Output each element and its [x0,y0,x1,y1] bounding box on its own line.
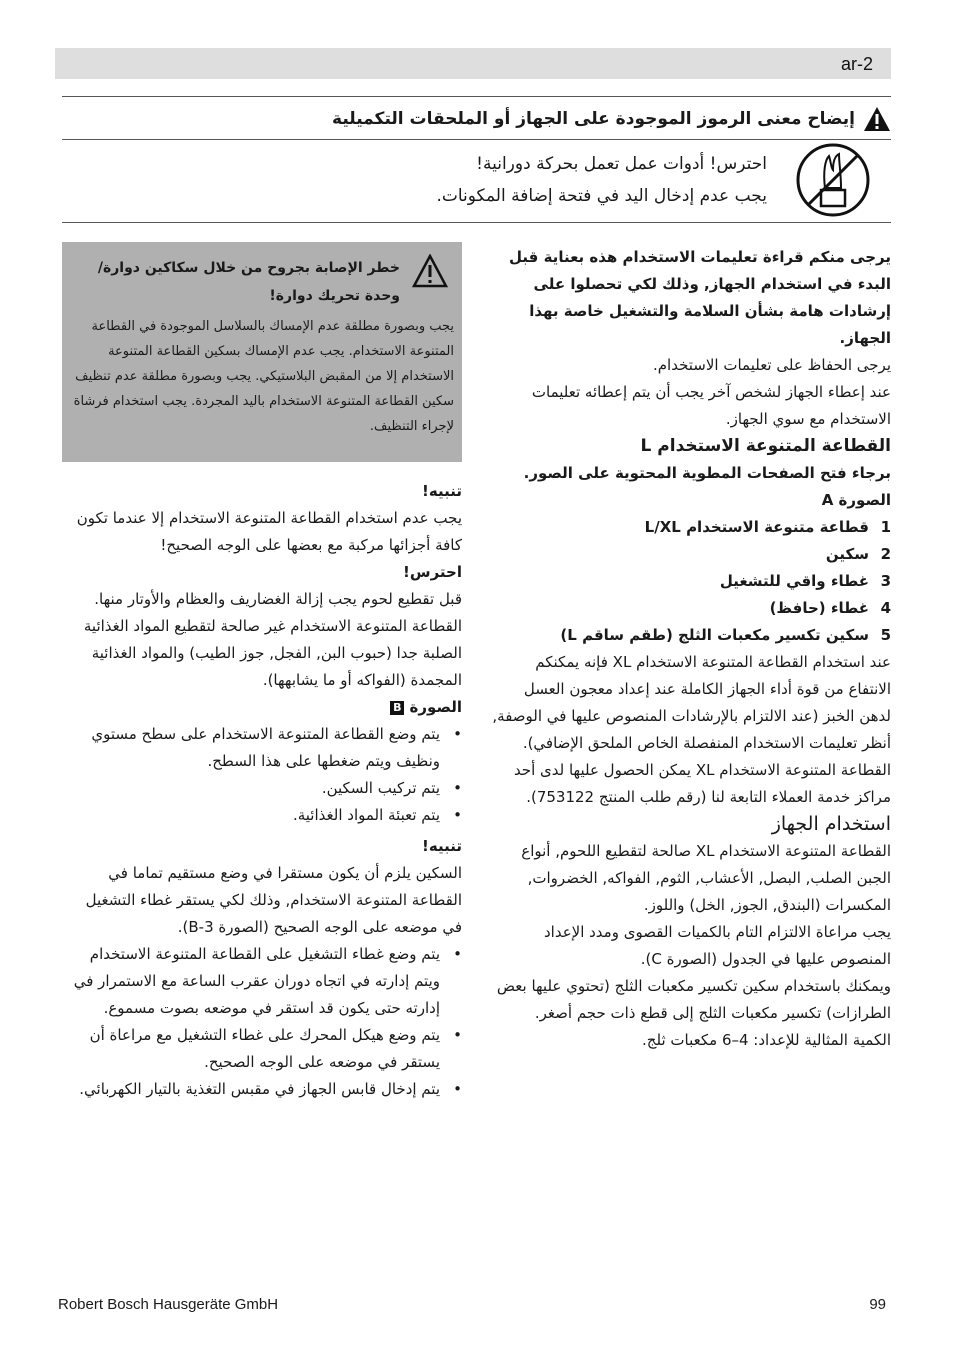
footer-company: Robert Bosch Hausgeräte GmbH [58,1296,279,1313]
steps-list-2 [62,941,462,1103]
xl-order-text: القطاعة المتنوعة الاستخدام XL يمكن الحصول عليها لدى أحد مراكز خدمة العملاء التابعة لنا (رقم طلب المنتج 753122). [513,761,891,806]
list-item: • يتم إدخال قابس الجهاز في مقبس التغذية بالتيار الكهربائي. [62,1076,440,1103]
footer-page-number: 99 [869,1296,886,1313]
intro-text: يرجى منكم قراءة تعليمات الاستخدام هذه بعناية قبل البدء في استخدام الجهاز, وذلك لكي تحصلوا على إرشادات هامة بشأن السلامة والتشغيل خاصة بهذا الجهاز. [509,248,891,347]
ice-crusher-text: ويمكنك باستخدام سكين تكسير مكعبات الثلج (تحتوي عليها بعض الطرازات) تكسير مكعبات الثلج إلى قطع ذات حجم أصغر. الكمية المثالية للإعداد: 4–6 مكعبات ثلج. [496,977,891,1049]
danger-box [62,242,462,462]
xl-note-text: عند استخدام القطاعة المتنوعة الاستخدام XL فإنه يمكنكم الانتفاع من قوة أداء الجهاز الكاملة عند إعداد معجون العسل لدهن الخبز (عند الالتزام بالإرشادات المنصوص عليها في الوصفة, أنظر تعليمات الاستخدام المنفصلة الخاص الملحق الإضافي). [492,653,891,752]
parts-list-item: 3 غطاء واقي للتشغيل [719,572,891,590]
parts-list-item: 1 قطاعة متنوعة الاستخدام L/XL [644,518,891,536]
right-column [492,244,891,1054]
note-2-title: تنبيه! [422,837,462,855]
symbols-heading [62,100,891,138]
caution-text-2: القطاعة المتنوعة الاستخدام غير صالحة لتقطيع المواد الغذائية الصلبة جدا (حبوب البن, الفجل, جوز الطيب) والمواد الغذائية المجمدة (الفواكه أو ما يشابهها). [83,617,462,689]
caution-text-1: قبل تقطيع لحوم يجب إزالة الغضاريف والعظام والأوتار منها. [94,590,462,608]
list-item: • يتم وضع هيكل المحرك على غطاء التشغيل مع مراعاة أن يستقر في موضعه على الوجه الصحيح. [62,1022,440,1076]
fold-out-text: برجاء فتح الصفحات المطوية المحتوية على الصور. [523,464,891,482]
figure-b-label: الصورة B [62,694,462,721]
note-1-title: تنبيه! [422,482,462,500]
caution-line-1: احترس! أدوات عمل تعمل بحركة دورانية! [476,154,767,174]
keep-instructions-text: يرجى الحفاظ على تعليمات الاستخدام. [652,356,891,374]
caution-text [207,148,767,212]
note-2-text: السكين يلزم أن يكون مستقرا في وضع مستقيم تماما في القطاعة المتنوعة الاستخدام, وذلك لكي يستقر غطاء التشغيل في موضعه على الوجه الصحيح (الصورة 3-B). [85,864,462,936]
divider-top [62,96,891,97]
parts-list-item: 4 غطاء (حافظ) [769,599,891,617]
handover-text: عند إعطاء الجهاز لشخص آخر يجب أن يتم إعطائه تعليمات الاستخدام مع سوي الجهاز. [531,383,891,428]
list-item: • يتم وضع القطاعة المتنوعة الاستخدام على سطح مستوي ونظيف ويتم ضغطها على هذا السطح. [62,721,440,775]
danger-title: خطر الإصابة بجروح من خلال سكاكين دوارة/وحدة تحريك دوارة! [97,260,400,304]
section-title-use: استخدام الجهاز [771,813,891,835]
divider-3 [62,222,891,223]
list-item: • يتم تركيب السكين. [62,775,440,802]
steps-list-1 [62,721,462,829]
warning-triangle-icon [412,254,448,288]
page-header-bar [55,48,891,79]
left-column [62,478,462,1103]
page-label: ar-2 [840,54,873,74]
list-item: • يتم وضع غطاء التشغيل على القطاعة المتنوعة الاستخدام ويتم إدارته في اتجاه دوران عقرب الساعة مع الاستمرار في إدارته حتى يكون قد استقر في موضعه بصوت مسموع. [62,941,440,1022]
caution-line-2: يجب عدم إدخال اليد في فتحة إضافة المكونات. [436,186,767,206]
quantities-text: يجب مراعاة الالتزام التام بالكميات القصوى ومدد الإعداد المنصوص عليها في الجدول (الصورة C). [543,923,891,968]
warning-triangle-icon [863,106,891,132]
parts-list-item: 5 سكين تكسير مكعبات الثلج (طقم ساقم L) [560,626,891,644]
note-1-text: يجب عدم استخدام القطاعة المتنوعة الاستخدام إلا عندما تكون كافة أجزائها مركبة مع بعضها على الوجه الصحيح! [76,509,462,554]
use-text: القطاعة المتنوعة الاستخدام XL صالحة لتقطيع اللحوم, أنواع الجبن الصلب, البصل, الأعشاب, الثوم, الفواكه, الخضروات, المكسرات (البندق, الجوز, الخل) واللوز. [521,842,891,914]
caution-title: احترس! [403,563,462,581]
danger-text: يجب وبصورة مطلقة عدم الإمساك بالسلاسل الموجودة في القطاعة المتنوعة الاستخدام. يجب عدم الإمساك بسكين القطاعة المتنوعة الاستخدام إلا من المقبض البلاستيكي. يجب وبصورة مطلقة عدم تنظيف سكين القطاعة المتنوعة الاستخدام باليد المجردة. يجب استخدام فرشاة لإجراء التنظيف. [73,319,454,434]
no-hand-rotating-blade-icon [795,142,871,218]
symbols-title: إيضاح معنى الرموز الموجودة على الجهاز أو الملحقات التكميلية [332,109,855,129]
figure-b-letter: B [390,701,404,715]
rotating-tools-caution [62,140,891,222]
list-item: • يتم تعبئة المواد الغذائية. [62,802,440,829]
parts-list [492,514,891,649]
parts-list-item: 2 سكين [825,545,891,563]
figure-a-label: الصورة A [821,491,891,509]
section-title-multi-chopper: القطاعة المتنوعة الاستخدام L [640,436,891,456]
